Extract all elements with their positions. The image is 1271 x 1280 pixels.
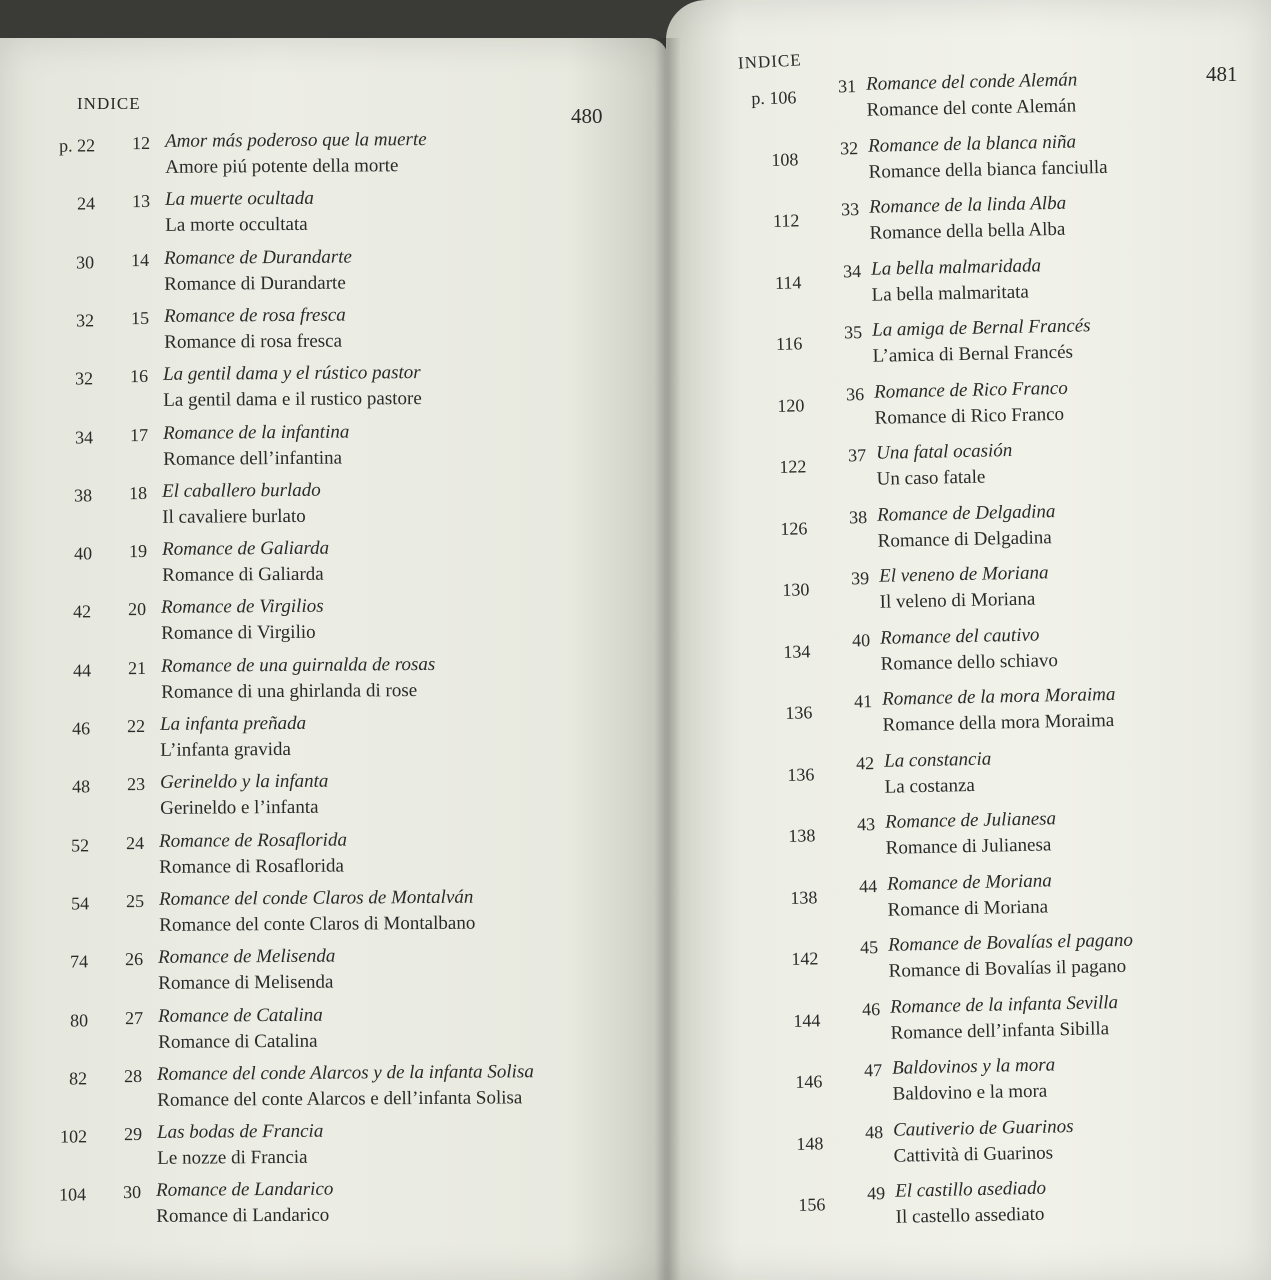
toc-title-spanish: Romance de la infantina [162,421,349,444]
toc-poem-number: 44 [858,875,878,896]
toc-title-spanish: Romance de Virgilios [160,596,324,619]
toc-title-italian: Romance dell’infantina [162,447,342,470]
right-running-header: INDICE [737,50,803,73]
toc-poem-number: 33 [841,199,860,220]
toc-page-ref: 114 [774,271,802,293]
toc-poem-number: 41 [853,691,873,712]
toc-title-italian: Romance del conte Claros di Montalbano [158,912,475,936]
toc-page-ref: 44 [72,660,91,681]
toc-title-italian: Romance di Delgadina [877,526,1053,552]
toc-page-ref: 48 [71,776,90,797]
toc-poem-number: 28 [123,1065,143,1086]
toc-page-ref: 120 [777,394,805,416]
toc-title-italian: Romance di Rosaflorida [159,855,344,878]
toc-poem-number: 49 [866,1183,886,1204]
toc-title-italian: Un caso fatale [876,466,986,490]
toc-page-ref: 104 [59,1184,87,1205]
right-toc-list [666,0,1271,1280]
toc-page-ref: 30 [76,251,95,273]
toc-title-italian: Romance della bella Alba [869,218,1066,244]
toc-poem-number: 35 [844,322,863,343]
toc-poem-number: 13 [131,191,150,212]
toc-page-ref: 134 [783,640,811,662]
toc-page-ref: 136 [786,763,815,785]
toc-title-italian: L’amica di Bernal Francés [872,341,1074,367]
toc-title-italian: Romance di Julianesa [885,834,1052,859]
toc-page-ref: 38 [74,485,93,506]
toc-title-italian: Romance di Galiarda [161,563,324,586]
toc-page-ref: 32 [75,310,94,331]
toc-title-spanish: Romance de Julianesa [885,808,1057,833]
toc-page-ref: 136 [785,702,813,723]
toc-poem-number: 29 [123,1124,142,1145]
toc-poem-number: 37 [847,445,866,466]
toc-poem-number: 23 [126,774,145,795]
toc-title-italian: Romance di Moriana [887,895,1049,921]
toc-title-italian: L’infanta gravida [160,738,291,761]
toc-poem-number: 40 [852,629,871,650]
toc-title-italian: Il veleno di Moriana [879,588,1036,613]
toc-poem-number: 46 [861,998,881,1019]
toc-page-ref: 138 [788,825,816,846]
toc-poem-number: 22 [126,715,146,737]
toc-page-ref: 74 [70,951,89,972]
toc-title-spanish: Romance de Catalina [157,1004,323,1027]
toc-title-spanish: Romance de Moriana [886,869,1052,895]
toc-page-ref: 112 [773,210,800,231]
toc-poem-number: 25 [125,890,144,911]
toc-page-ref: 108 [770,148,799,170]
toc-poem-number: 34 [842,260,862,281]
toc-title-italian: Il cavaliere burlato [162,505,306,528]
toc-page-ref: 102 [59,1126,87,1147]
toc-poem-number: 14 [130,249,150,270]
toc-title-spanish: El caballero burlado [161,479,321,502]
toc-page-ref: 42 [73,601,92,622]
toc-title-spanish: La gentil dama y el rústico pastor [162,362,421,386]
toc-poem-number: 48 [865,1121,884,1142]
toc-title-spanish: Romance del cautivo [880,623,1041,649]
toc-title-italian: Romance di una ghirlanda di rose [160,679,417,703]
toc-title-spanish: Romance del conde Alemán [865,69,1078,95]
toc-poem-number: 31 [837,76,857,97]
toc-title-spanish: Gerineldo y la infanta [159,770,328,794]
toc-poem-number: 43 [857,814,876,835]
toc-title-italian: Romance dell’infanta Sibilla [890,1017,1110,1044]
toc-page-ref: 34 [74,426,93,447]
toc-poem-number: 16 [129,366,149,387]
toc-page-ref: p. 106 [751,87,797,109]
toc-title-spanish: Romance de una guirnalda de rosas [160,653,435,677]
toc-page-ref: 144 [793,1009,821,1031]
toc-poem-number: 30 [122,1182,142,1203]
toc-poem-number: 12 [131,132,151,154]
toc-title-italian: Romance di Catalina [157,1030,318,1053]
left-toc-list [0,38,668,1280]
toc-title-italian: Gerineldo e l’infanta [159,797,319,820]
toc-title-spanish: Romance de Bovalías el pagano [888,929,1134,956]
toc-page-ref: 40 [73,543,92,564]
left-page [0,38,668,1280]
toc-title-spanish: La muerte ocultada [164,188,314,211]
toc-title-italian: Romance del conte Alemán [866,95,1077,121]
toc-title-spanish: La amiga de Bernal Francés [872,315,1092,341]
toc-page-ref: 156 [797,1194,826,1215]
toc-poem-number: 45 [860,937,879,958]
right-page [666,0,1271,1280]
left-running-header: INDICE [77,94,141,113]
toc-title-italian: Romance di Virgilio [161,622,316,645]
toc-title-italian: Romance dello schiavo [880,649,1059,675]
toc-title-spanish: Romance de Delgadina [877,500,1056,526]
toc-title-spanish: Romance de Rico Franco [873,377,1068,403]
toc-title-italian: Le nozze di Francia [156,1146,308,1169]
toc-poem-number: 42 [855,752,874,773]
toc-title-italian: Cattività di Guarinos [893,1141,1054,1167]
toc-title-spanish: Romance del conde Claros de Montalván [158,886,473,910]
toc-page-ref: 126 [780,517,808,539]
toc-title-italian: Amore piú potente della morte [165,155,399,178]
toc-page-ref: 138 [789,886,818,908]
toc-title-italian: La bella malmaritata [871,281,1029,306]
toc-title-spanish: Una fatal ocasión [875,439,1013,464]
toc-poem-number: 15 [130,307,149,328]
toc-title-italian: Romance di Durandarte [164,272,346,295]
toc-title-spanish: La constancia [883,748,992,772]
toc-poem-number: 32 [839,137,858,158]
toc-title-spanish: Romance de la infanta Sevilla [889,991,1119,1018]
toc-title-italian: Baldovino e la mora [892,1080,1048,1105]
toc-title-italian: Romance della mora Moraima [882,709,1115,736]
toc-title-italian: Romance di Melisenda [158,971,334,995]
toc-poem-number: 26 [124,949,144,970]
toc-title-italian: Romance di Rico Franco [874,403,1065,429]
toc-title-spanish: Las bodas de Francia [156,1120,323,1143]
toc-title-spanish: Romance de Melisenda [157,945,336,969]
left-page-number: 480 [571,104,603,128]
toc-page-ref: p. 22 [59,135,96,156]
toc-page-ref: 80 [69,1009,88,1030]
toc-poem-number: 27 [124,1007,143,1028]
toc-page-ref: 82 [69,1068,88,1089]
toc-page-ref: 52 [71,834,90,856]
toc-page-ref: 24 [76,193,95,214]
toc-page-ref: 122 [778,456,807,477]
toc-page-ref: 146 [794,1071,823,1092]
toc-title-spanish: Romance de Rosaflorida [158,829,347,852]
toc-title-spanish: El veneno de Moriana [878,562,1049,587]
toc-title-spanish: Romance de la mora Moraima [881,683,1116,710]
toc-title-spanish: La bella malmaridada [870,254,1042,280]
toc-page-ref: 46 [72,718,91,739]
toc-poem-number: 36 [845,383,865,404]
toc-poem-number: 39 [850,568,870,589]
right-page-number: 481 [1206,62,1238,86]
toc-poem-number: 17 [129,424,148,445]
toc-title-italian: Romance di rosa fresca [163,330,342,353]
toc-title-italian: Romance di Bovalías il pagano [888,955,1127,982]
toc-page-ref: 54 [70,893,89,914]
toc-poem-number: 38 [849,506,868,527]
toc-title-spanish: Romance de Durandarte [163,246,352,269]
toc-title-spanish: Romance del conde Alarcos y de la infanta Solisa [156,1061,534,1085]
toc-title-spanish: Cautiverio de Guarinos [893,1115,1075,1141]
toc-title-italian: Romance della bianca fanciulla [868,156,1108,183]
toc-poem-number: 18 [128,482,148,503]
toc-title-spanish: La infanta preñada [159,712,307,735]
toc-title-spanish: Romance de la linda Alba [869,192,1067,218]
toc-title-spanish: Romance de Landarico [155,1179,334,1202]
toc-poem-number: 24 [125,832,145,853]
toc-title-spanish: Romance de rosa fresca [163,304,346,327]
toc-poem-number: 47 [863,1060,882,1081]
toc-page-ref: 142 [791,948,819,969]
toc-title-italian: Romance di Landarico [156,1205,330,1228]
toc-title-italian: La costanza [884,774,975,798]
toc-title-spanish: Romance de la blanca niña [867,130,1076,157]
toc-title-italian: La gentil dama e il rustico pastore [163,388,422,412]
toc-title-spanish: Baldovinos y la mora [891,1054,1055,1079]
toc-poem-number: 19 [128,541,147,562]
toc-page-ref: 116 [776,333,803,354]
toc-title-italian: La morte occultata [164,214,308,237]
toc-title-spanish: Amor más poderoso que la muerte [164,129,427,152]
toc-title-spanish: El castillo asediado [894,1177,1047,1202]
toc-title-italian: Romance del conte Alarcos e dell’infanta Solisa [157,1087,523,1111]
toc-page-ref: 148 [796,1132,824,1154]
toc-page-ref: 32 [75,368,94,389]
toc-poem-number: 20 [127,599,147,620]
toc-page-ref: 130 [781,579,810,600]
toc-title-spanish: Romance de Galiarda [161,537,329,560]
toc-poem-number: 21 [127,657,146,678]
toc-title-italian: Il castello assediato [895,1203,1045,1228]
